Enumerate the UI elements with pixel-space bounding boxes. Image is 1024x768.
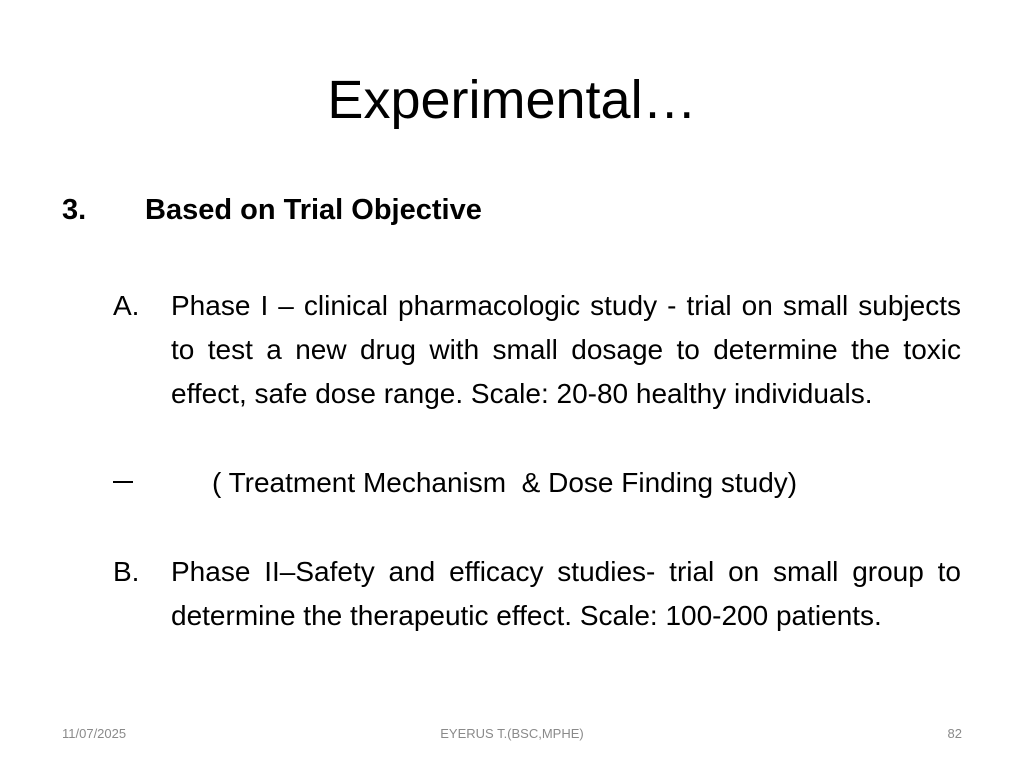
list-item-phase-2 bbox=[113, 550, 961, 638]
footer-date: 11/07/2025 bbox=[62, 726, 127, 741]
footer-author: EYERUS T.(BSC,MPHE) bbox=[440, 726, 584, 741]
section-heading-text: Based on Trial Objective bbox=[145, 194, 482, 226]
list-item-phase-1 bbox=[113, 284, 961, 416]
list-marker-a: A. bbox=[113, 290, 140, 321]
sub-note bbox=[113, 461, 798, 505]
footer-page-number: 82 bbox=[947, 726, 962, 741]
dash-bullet-icon bbox=[113, 481, 133, 483]
list-marker-b: B. bbox=[113, 556, 140, 587]
sub-note-text: ( Treatment Mechanism & Dose Finding study) bbox=[212, 467, 798, 498]
section-number: 3. bbox=[62, 194, 87, 226]
list-item-text-phase-1: Phase I – clinical pharmacologic study - trial on small subjects to test a new drug with small dosage to determine the toxic effect, safe dose range. Scale: 20-80 healthy individuals. bbox=[171, 290, 961, 409]
list-item-text-phase-2: Phase II–Safety and efficacy studies- trial on small group to determine the therapeutic effect. Scale: 100-200 patients. bbox=[171, 556, 961, 631]
slide-title: Experimental… bbox=[327, 70, 697, 130]
section-heading bbox=[62, 190, 482, 230]
